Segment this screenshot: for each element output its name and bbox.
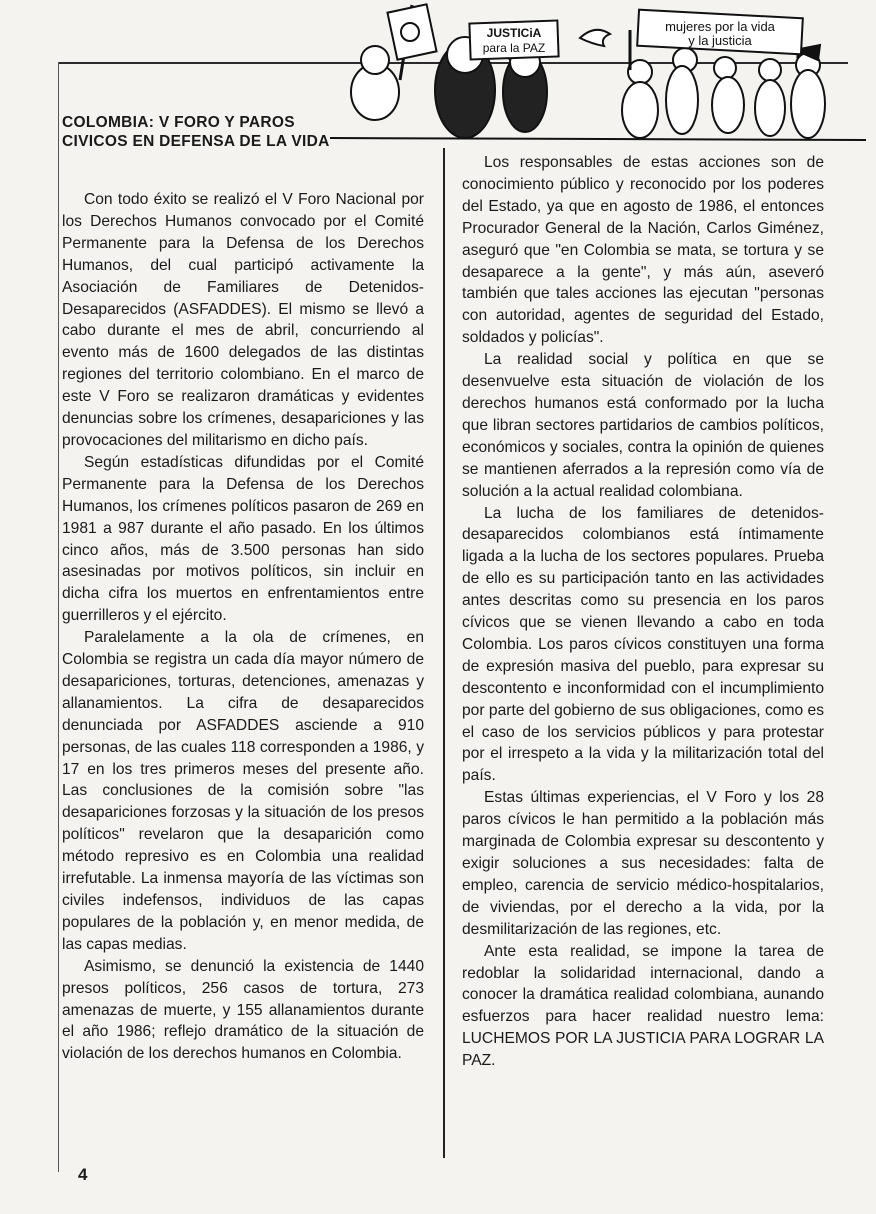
article-title-line2: CIVICOS EN DEFENSA DE LA VIDA [62,133,330,150]
paragraph: Los responsables de estas acciones son de conocimiento público y reconocido por los poderes del Estado, ya que en agosto de 1986, el entonces Procurador General de la Nación, Carlos Giménez, aseguró que "en Colombia se mata, se tortura y se desaparece a la gente", y más aún, aseveró también que tales acciones las ejecutan "personas con autoridad, agentes de seguridad del Estado, soldados y policías". [462,154,824,347]
paragraph: Asimismo, se denunció la existencia de 1440 presos políticos, 256 casos de tortura, 273 amenazas de muerte, y 155 allanamientos durante el año 1986; reflejo dramático de la situación de violación de los derechos humanos en Colombia. [62,957,424,1063]
justicia-sign-line1: JUSTICiA [486,26,542,40]
column-divider [443,148,445,1158]
page-number: 4 [78,1165,88,1184]
right-column [462,152,824,1072]
mujeres-sign-line2: y la justicia [688,33,752,48]
paragraph: Según estadísticas difundidas por el Comité Permanente para la Defensa de los Derechos Humanos, los crímenes políticos pasaron de 269 en 1981 a 987 durante el año pasado. En los últimos cinco años, más de 3.500 personas han sido asesinadas por motivos políticos, sin incluir en dicha cifra los muertos en enfrentamientos entre guerrilleros y el ejército. [62,453,424,625]
frame-left-rule [58,62,59,1172]
paragraph: La realidad social y política en que se desenvuelve esta situación de violación de los derechos humanos está conformado por la lucha que libran sectores partidarios de cambios políticos, económicos y sociales, contra la opinión de quienes se mantienen aferrados a la represión como vía de solución a la actual realidad colombiana. [462,351,824,500]
paragraph: La lucha de los familiares de detenidos-desaparecidos colombianos está íntimamente ligada a la lucha de los sectores populares. Prueba de ello es su participación tanto en las actividades antes descritas como su presencia en los paros cívicos que se vienen llevando a cabo en toda Colombia. Los paros cívicos constituyen una forma de expresión masiva del pueblo, para expresar su descontento e inconformidad con el incumplimiento por parte del gobierno de sus obligaciones, como es el caso de los servicios públicos y para protestar por el irrespeto a la vida y la militarización total del país. [462,504,824,785]
article-title-line1: COLOMBIA: V FORO Y PAROS [62,114,295,131]
article-title [62,113,392,151]
justicia-sign-line2: para la PAZ [482,41,546,55]
left-column [62,189,424,1065]
protest-cartoon-illustration [330,0,866,150]
paragraph: Paralelamente a la ola de crímenes, en Colombia se registra un cada día mayor número de desapariciones, torturas, detenciones, amenazas y allanamientos. La cifra de desaparecidos denunciada por ASFADDES asciende a 910 personas, de las cuales 118 corresponden a 1986, y 17 en los tres primeros meses del presente año. Las conclusiones de la comisión sobre "las desapariciones forzosas y la situación de los presos políticos" revelaron que la desaparición como método represivo es en Colombia una realidad irrefutable. La inmensa mayoría de las víctimas son civiles indefensos, individuos de las capas populares de la población y, en menor medida, de las capas medias. [62,629,424,953]
paragraph: Estas últimas experiencias, el V Foro y los 28 paros cívicos le han permitido a la población más marginada de Colombia expresar su descontento y exigir soluciones a sus necesidades: falta de empleo, carencia de servicio médico-hospitalarios, de viviendas, por el derecho a la vida, por la desmilitarización de las regiones, etc. [462,789,824,938]
mujeres-sign-line1: mujeres por la vida [665,19,775,34]
paragraph: Con todo éxito se realizó el V Foro Nacional por los Derechos Humanos convocado por el Comité Permanente para la Defensa de los Derechos Humanos, del cual participó activamente la Asociación de Familiares de Detenidos-Desaparecidos (ASFADDES). El mismo se llevó a cabo durante el mes de abril, concurriendo al evento más de 1600 delegados de las distintas regiones del territorio colombiano. En el marco de este V Foro se realizaron dramáticas y evidentes denuncias sobre los crímenes, desapariciones y las provocaciones del militarismo en dicho país. [62,191,424,449]
paragraph: Ante esta realidad, se impone la tarea de redoblar la solidaridad internacional, dando a conocer la dramática realidad colombiana, aunando esfuerzos para hacer realidad nuestro lema: LUCHEMOS POR LA JUSTICIA PARA LOGRAR LA PAZ. [462,942,824,1070]
